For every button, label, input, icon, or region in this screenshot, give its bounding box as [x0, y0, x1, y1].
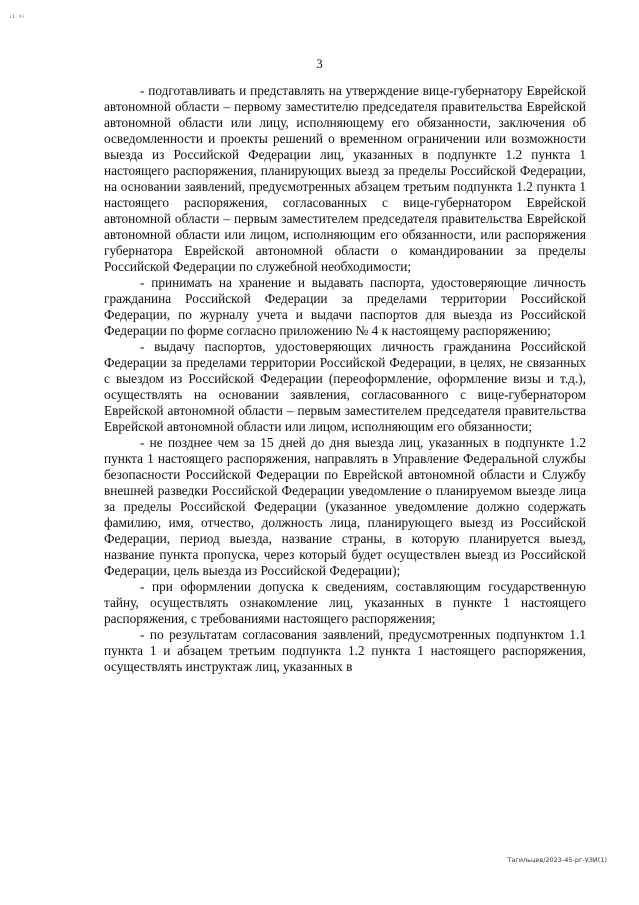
body-text [104, 83, 586, 675]
page-number: 3 [316, 56, 323, 71]
footer-reference: Тагильцев/2023-45-рг-УЗИ(1) [507, 856, 607, 864]
paragraph-prepare-conclusions: - подготавливать и представлять на утверждение вице-губернатору Еврейской автономной области – первому заместителю председателя правительства Еврейской автономной области или лицу, исполняющему его обязанности, заключения об осведомленности и проекты решений о временном ограничении или возможности выезда из Российской Федерации лиц, указанных в подпункте 1.2 пункта 1 настоящего распоряжения, планирующих выезд за пределы Российской Федерации, на основании заявлений, предусмотренных абзацем третьим подпункта 1.2 пункта 1 настоящего распоряжения, согласованных с вице-губернатором Еврейской автономной области – первым заместителем председателя правительства Еврейской автономной области или лицом, исполняющим его обязанности, или распоряжения губернатора Еврейской автономной области о командировании за пределы Российской Федерации по служебной необходимости; [104, 83, 586, 274]
paragraph-clearance-familiarization: - при оформлении допуска к сведениям, составляющим государственную тайну, осуществлять ознакомление лиц, указанных в пункте 1 настоящего распоряжения, с требованиями настоящего распоряжения; [104, 579, 586, 626]
corner-marks: ᵢ₁ ⸗ᵢ [10, 12, 25, 20]
paragraph-instruction: - по результатам согласования заявлений, предусмотренных подпунктом 1.1 пункта 1 и абзацем третьим подпункта 1.2 пункта 1 настоящего распоряжения, осуществлять инструктаж лиц, указанных в [104, 627, 586, 674]
paragraph-store-passports: - принимать на хранение и выдавать паспорта, удостоверяющие личность гражданина Российской Федерации за пределами территории Российской Федерации, по журналу учета и выдачи паспортов для выезда из Российской Федерации по форме согласно приложению № 4 к настоящему распоряжению; [104, 275, 586, 338]
paragraph-notify-services: - не позднее чем за 15 дней до дня выезда лиц, указанных в подпункте 1.2 пункта 1 настоящего распоряжения, направлять в Управление Федеральной службы безопасности Российской Федерации по Еврейской автономной области и Службу внешней разведки Российской Федерации уведомление о планируемом выезде лица за пределы Российской Федерации (указанное уведомление должно содержать фамилию, имя, отчество, должность лица, планирующего выезд из Российской Федерации, период выезда, название страны, в которую планируется выезд, название пункта пропуска, через который будет осуществлен выезд из Российской Федерации, цель выезда из Российской Федерации); [104, 435, 586, 578]
paragraph-issue-passports: - выдачу паспортов, удостоверяющих личность гражданина Российской Федерации за пределами территории Российской Федерации, в целях, не связанных с выездом из Российской Федерации (переоформление, оформление визы и т.д.), осуществлять на основании заявления, согласованного с вице-губернатором Еврейской автономной области – первым заместителем председателя правительства Еврейской автономной области или лицом, исполняющим его обязанности; [104, 339, 586, 434]
